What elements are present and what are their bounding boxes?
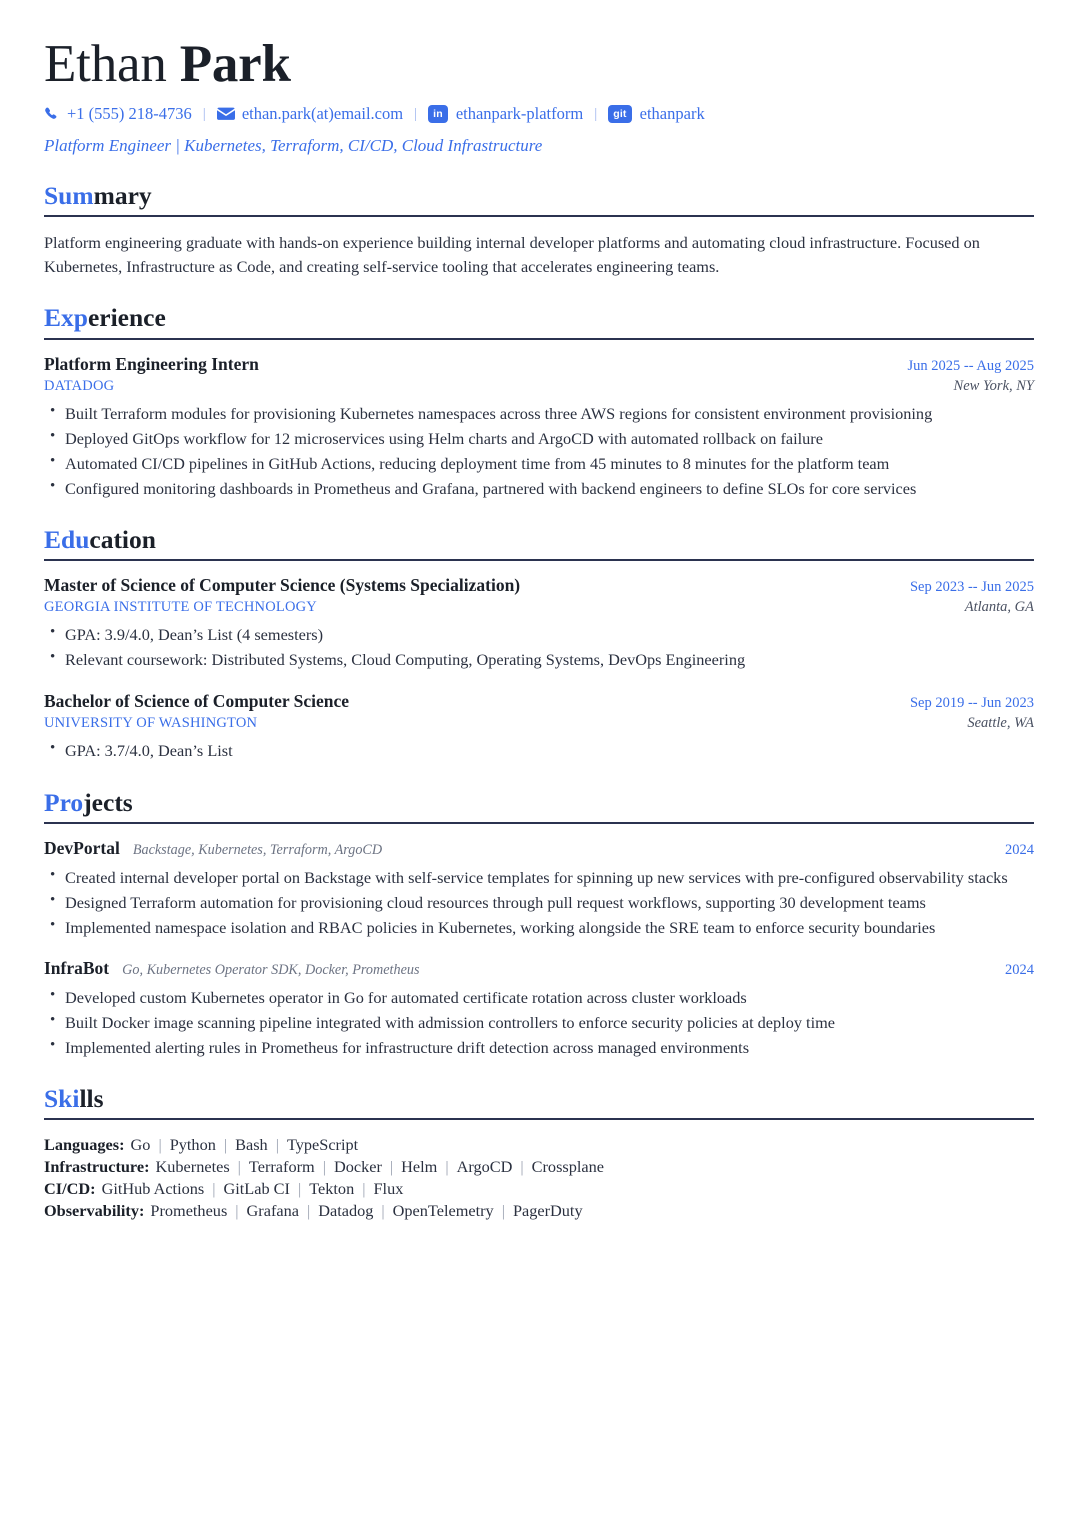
contact-phone-text: +1 (555) 218-4736 [67, 104, 192, 124]
skill-item: PagerDuty [512, 1200, 583, 1220]
section-body-education [44, 575, 1034, 762]
skill-category-label: CI/CD: [44, 1179, 96, 1199]
skill-item: Docker [333, 1157, 382, 1177]
skill-separator: | [212, 1179, 216, 1199]
contact-phone[interactable] [44, 104, 192, 124]
project-entry [44, 838, 1034, 939]
contact-email[interactable] [217, 104, 403, 124]
skill-separator: | [501, 1200, 505, 1220]
education-entry [44, 691, 1034, 762]
section-title-rest: mary [93, 181, 152, 211]
headline-tagline: Platform Engineer | Kubernetes, Terraform, CI/CD, Cloud Infrastructure [44, 136, 543, 156]
skill-item: ArgoCD [456, 1157, 513, 1177]
bullet-item: • GPA: 3.9/4.0, Dean’s List (4 semesters) [44, 623, 1034, 646]
skill-item: Terraform [248, 1157, 315, 1177]
first-name: Ethan [44, 35, 167, 93]
skill-separator: | [223, 1135, 228, 1155]
section-rule [44, 215, 1034, 217]
linkedin-icon: in [428, 105, 448, 123]
git-icon: git [608, 105, 631, 123]
section-title-experience [44, 304, 1034, 335]
degree-title: Bachelor of Science of Computer Science [44, 691, 350, 712]
skill-item: OpenTelemetry [392, 1200, 494, 1220]
summary-text: Platform engineering graduate with hands-on experience building internal developer platforms and automating cloud infrastructure. Focused on Kubernetes, Infrastructure as Code, and creating self-service tooling that accelerates engineering teams. [44, 233, 980, 276]
skill-items [131, 1135, 359, 1154]
school-location: Seattle, WA [967, 715, 1034, 732]
resume-header [44, 36, 1034, 156]
bullet-item: • Created internal developer portal on Backstage with self-service templates for spinning up new services with pre-configured observability stacks [44, 866, 1034, 889]
education-bullet-list [44, 623, 1034, 671]
skill-item: Go [130, 1135, 151, 1155]
section-rule [44, 1118, 1034, 1120]
section-projects [44, 789, 1034, 1060]
section-title-accent: Ski [44, 1084, 80, 1114]
bullet-item: • Built Docker image scanning pipeline integrated with admission controllers to enforce security policies at deploy time [44, 1011, 1034, 1034]
job-bullet-list [44, 402, 1034, 501]
skill-separator: | [158, 1135, 162, 1155]
project-title-group [44, 838, 382, 859]
skill-category-label: Languages: [44, 1135, 125, 1155]
bullet-item: • Automated CI/CD pipelines in GitHub Actions, reducing deployment time from 45 minutes to 8 minutes for the platform team [44, 452, 1034, 475]
section-title-accent: Edu [44, 525, 90, 555]
bullet-item: • Built Terraform modules for provisioning Kubernetes namespaces across three AWS regions for consistent environment provisioning [44, 402, 1034, 425]
contact-separator: | [202, 105, 206, 122]
project-name: DevPortal [44, 837, 120, 858]
contact-separator: | [414, 105, 418, 122]
skill-item: GitHub Actions [101, 1179, 205, 1199]
section-title-education [44, 526, 1034, 557]
section-title-projects [44, 789, 1034, 820]
section-experience [44, 304, 1034, 500]
section-title-rest: erience [87, 303, 166, 333]
skill-separator: | [275, 1135, 279, 1155]
project-header-row [44, 838, 1034, 859]
envelope-icon [217, 107, 235, 121]
bullet-item: • Developed custom Kubernetes operator in Go for automated certificate rotation across cluster workloads [44, 986, 1034, 1009]
degree-date: Sep 2023 -- Jun 2025 [909, 579, 1034, 596]
skill-item: TypeScript [286, 1135, 359, 1155]
skill-separator: | [520, 1157, 524, 1177]
contact-linkedin[interactable] [428, 104, 583, 124]
skill-separator: | [445, 1157, 449, 1177]
skill-items [156, 1157, 604, 1176]
entry-header-row [44, 575, 1034, 596]
last-name: Park [179, 35, 291, 93]
skill-items [150, 1201, 582, 1220]
skill-separator: | [322, 1157, 326, 1177]
skill-item: Kubernetes [155, 1157, 230, 1177]
contact-github-text: ethanpark [639, 104, 705, 124]
education-entry [44, 575, 1034, 671]
section-body-projects [44, 838, 1034, 1060]
section-education [44, 526, 1034, 762]
section-body-experience [44, 354, 1034, 501]
section-title-accent: Exp [44, 303, 88, 333]
job-date: Jun 2025 -- Aug 2025 [907, 357, 1034, 374]
skill-item: GitLab CI [223, 1179, 290, 1199]
entry-header-row [44, 354, 1034, 375]
skill-item: Crossplane [531, 1157, 604, 1177]
section-skills [44, 1085, 1034, 1221]
project-year: 2024 [1005, 841, 1034, 858]
section-title-accent: Pro [44, 787, 84, 817]
bullet-item: • Deployed GitOps workflow for 12 microservices using Helm charts and ArgoCD with automated rollback on failure [44, 427, 1034, 450]
job-location: New York, NY [953, 377, 1034, 394]
project-header-row [44, 958, 1034, 979]
section-title-summary [44, 182, 1034, 213]
school-name: GEORGIA INSTITUTE OF TECHNOLOGY [44, 599, 317, 616]
bullet-item: • Configured monitoring dashboards in Prometheus and Grafana, partnered with backend engineers to define SLOs for core services [44, 477, 1034, 500]
phone-icon [44, 106, 60, 122]
project-tech-stack: Go, Kubernetes Operator SDK, Docker, Prometheus [122, 962, 420, 979]
skill-item: Grafana [246, 1200, 299, 1220]
candidate-name [44, 36, 1034, 92]
skill-category-label: Infrastructure: [44, 1157, 150, 1177]
section-title-accent: Sum [44, 181, 94, 211]
job-title: Platform Engineering Intern [44, 353, 259, 374]
skill-item: Helm [401, 1157, 438, 1177]
entry-subheader-row [44, 712, 1034, 732]
skill-item: Datadog [318, 1200, 374, 1220]
skill-separator: | [362, 1179, 366, 1199]
skill-separator: | [389, 1157, 394, 1177]
entry-header-row [44, 691, 1034, 712]
project-bullet-list [44, 866, 1034, 939]
bullet-item: • Implemented namespace isolation and RBAC policies in Kubernetes, working alongside the SRE team to enforce security boundaries [44, 916, 1034, 939]
skill-group [44, 1178, 1034, 1200]
skill-item: Tekton [309, 1179, 355, 1199]
project-bullet-list [44, 986, 1034, 1059]
skill-item: Flux [373, 1179, 404, 1199]
section-title-rest: jects [83, 787, 133, 817]
project-tech-stack: Backstage, Kubernetes, Terraform, ArgoCD [132, 841, 383, 858]
section-body-summary [44, 231, 1034, 278]
school-location: Atlanta, GA [964, 599, 1034, 616]
skill-separator: | [237, 1157, 241, 1177]
bullet-item: • Relevant coursework: Distributed Systems, Cloud Computing, Operating Systems, DevOps Engineering [44, 648, 1034, 671]
entry-subheader-row [44, 596, 1034, 616]
education-bullet-list [44, 739, 1034, 762]
section-title-rest: lls [79, 1084, 104, 1114]
section-rule [44, 338, 1034, 340]
skill-category-label: Observability: [44, 1200, 145, 1220]
skill-group [44, 1134, 1034, 1156]
bullet-item: • Designed Terraform automation for provisioning cloud resources through pull request workflows, supporting 30 development teams [44, 891, 1034, 914]
experience-entry [44, 354, 1034, 501]
school-name: UNIVERSITY OF WASHINGTON [44, 715, 258, 732]
contact-separator: | [594, 105, 598, 122]
contact-email-text: ethan.park(at)email.com [241, 104, 404, 124]
skill-item: Bash [235, 1135, 268, 1155]
project-name: InfraBot [44, 958, 110, 979]
project-title-group [44, 958, 420, 979]
skill-group [44, 1200, 1034, 1222]
section-body-skills [44, 1134, 1034, 1221]
section-summary [44, 182, 1034, 278]
skill-group [44, 1156, 1034, 1178]
section-rule [44, 559, 1034, 561]
project-year: 2024 [1005, 962, 1034, 979]
skill-items [102, 1179, 404, 1198]
entry-subheader-row [44, 375, 1034, 395]
skill-item: Python [169, 1135, 216, 1155]
skill-separator: | [306, 1200, 311, 1220]
skill-separator: | [235, 1200, 239, 1220]
project-entry [44, 958, 1034, 1059]
skill-separator: | [297, 1179, 302, 1199]
job-company: DATADOG [44, 377, 115, 394]
skill-separator: | [381, 1200, 385, 1220]
contact-bar [44, 104, 1034, 124]
degree-title: Master of Science of Computer Science (Systems Specialization) [44, 575, 521, 596]
degree-date: Sep 2019 -- Jun 2023 [909, 695, 1034, 712]
section-title-skills [44, 1085, 1034, 1116]
bullet-item: • GPA: 3.7/4.0, Dean’s List [44, 739, 1034, 762]
section-rule [44, 822, 1034, 824]
skill-item: Prometheus [150, 1200, 228, 1220]
contact-linkedin-text: ethanpark-platform [455, 104, 584, 124]
bullet-item: • Implemented alerting rules in Prometheus for infrastructure drift detection across managed environments [44, 1036, 1034, 1059]
section-title-rest: cation [89, 525, 156, 555]
contact-github[interactable] [608, 104, 705, 124]
